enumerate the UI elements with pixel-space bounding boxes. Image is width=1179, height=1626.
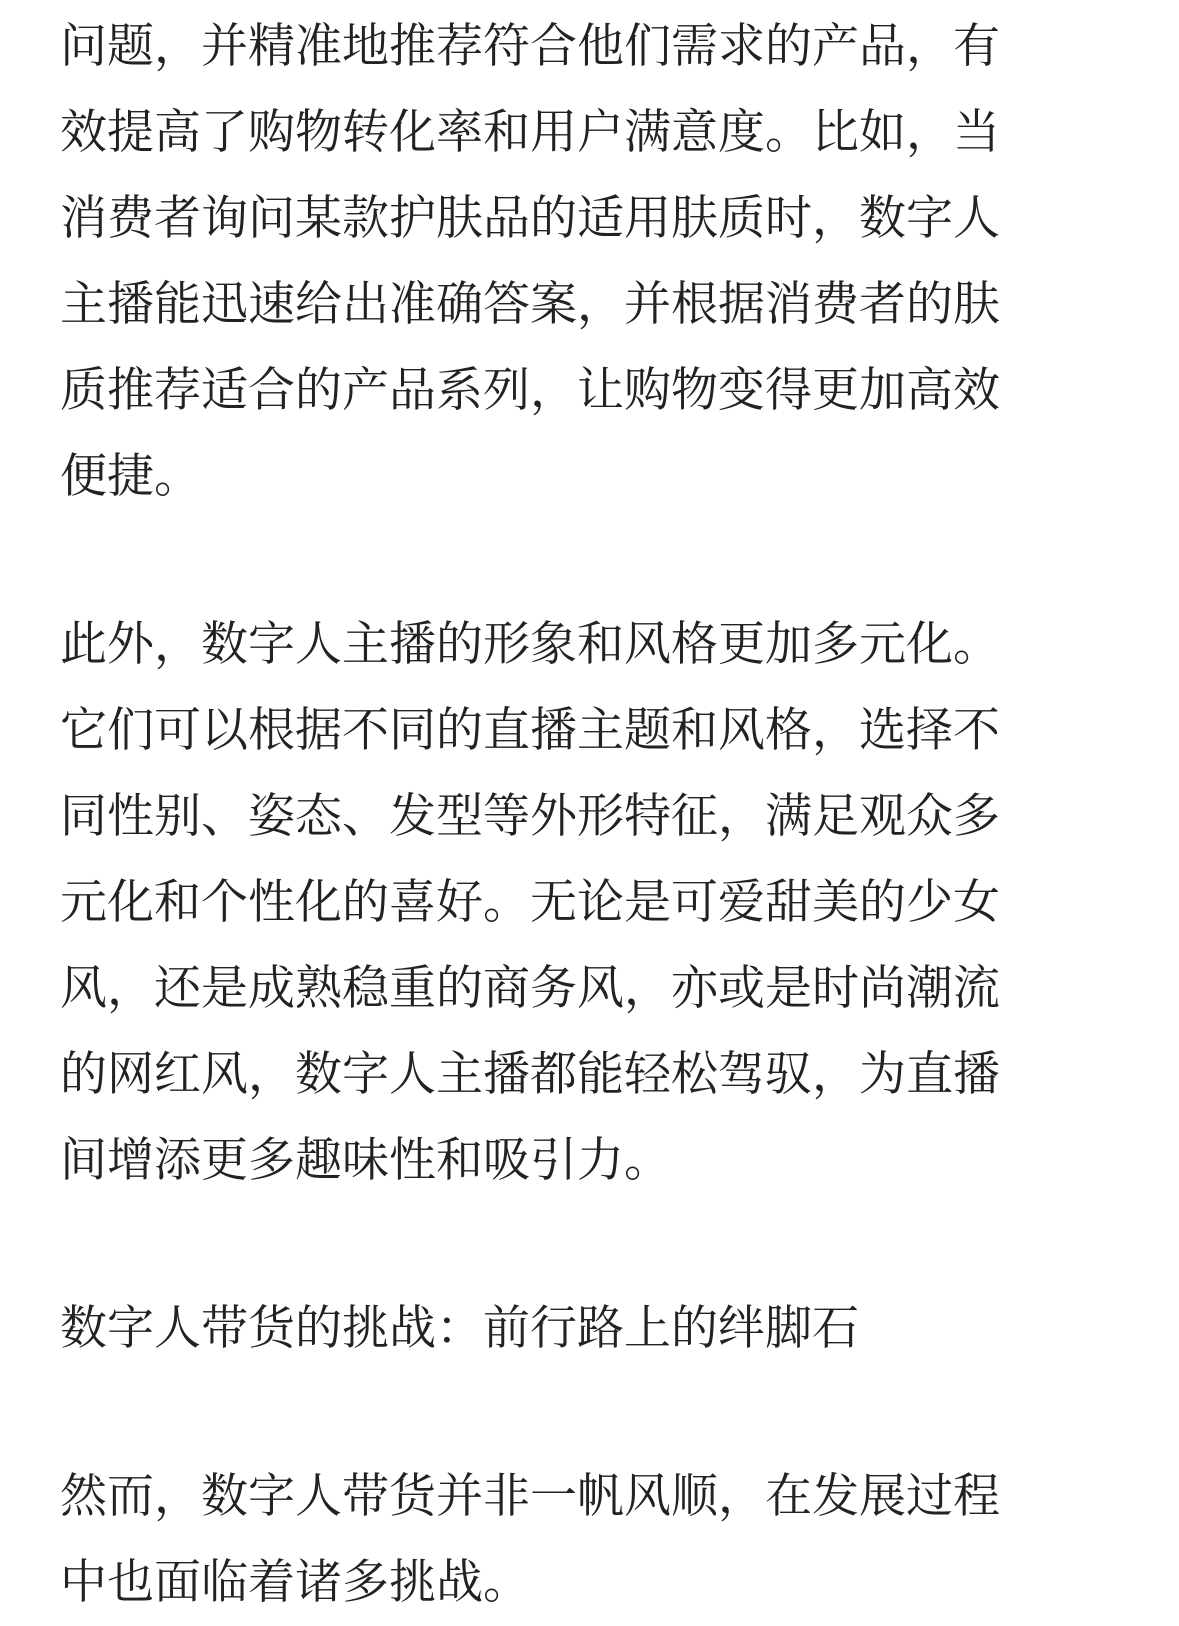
text-line: 同性别、姿态、发型等外形特征，满足观众多 <box>60 789 1000 844</box>
text-line: 问题，并精准地推荐符合他们需求的产品，有 <box>60 19 1000 74</box>
text-line: 它们可以根据不同的直播主题和风格，选择不 <box>60 703 1000 758</box>
paragraph-diverse-styles <box>60 602 1100 1204</box>
paragraph-challenges-intro <box>60 1454 1100 1626</box>
text-line: 效提高了购物转化率和用户满意度。比如，当 <box>60 105 1000 160</box>
paragraph-shopping-efficiency <box>60 4 1100 520</box>
text-line: 然而，数字人带货并非一帆风顺，在发展过程 <box>60 1469 1000 1524</box>
text-line: 元化和个性化的喜好。无论是可爱甜美的少女 <box>60 875 1000 930</box>
text-line: 风，还是成熟稳重的商务风，亦或是时尚潮流 <box>60 961 1000 1016</box>
text-line: 数字人带货的挑战：前行路上的绊脚石 <box>60 1301 859 1356</box>
article-body <box>60 4 1100 1626</box>
text-line: 主播能迅速给出准确答案，并根据消费者的肤 <box>60 277 1000 332</box>
text-line: 质推荐适合的产品系列，让购物变得更加高效 <box>60 363 1000 418</box>
text-line: 便捷。 <box>60 449 201 504</box>
text-line: 间增添更多趣味性和吸引力。 <box>60 1133 671 1188</box>
text-line: 的网红风，数字人主播都能轻松驾驭，为直播 <box>60 1047 1000 1102</box>
text-line: 此外，数字人主播的形象和风格更加多元化。 <box>60 617 1000 672</box>
section-heading-challenges <box>60 1286 1100 1372</box>
text-line: 消费者询问某款护肤品的适用肤质时，数字人 <box>60 191 1000 246</box>
text-line: 中也面临着诸多挑战。 <box>60 1555 530 1610</box>
